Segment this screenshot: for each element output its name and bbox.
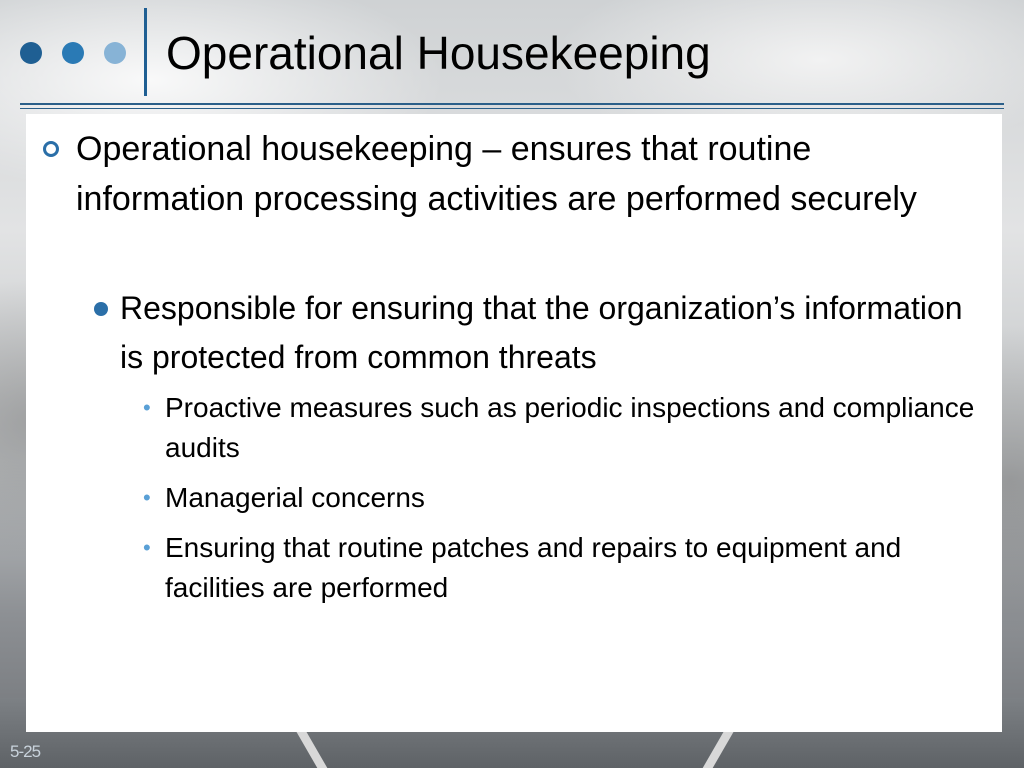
- slide-header: [0, 0, 1024, 106]
- bullet-level2: [120, 284, 980, 382]
- ring-bullet-icon: [43, 141, 59, 157]
- small-dot-bullet-icon: •: [143, 535, 151, 560]
- header-dot-light: [104, 42, 126, 64]
- small-dot-bullet-icon: •: [143, 395, 151, 420]
- bullet-level1-text: Operational housekeeping – ensures that routine information processing activities are performed securely: [76, 130, 917, 218]
- header-dot-dark: [20, 42, 42, 64]
- header-divider: [144, 8, 147, 96]
- bullet-level2-text: Responsible for ensuring that the organization’s information is protected from common threats: [120, 290, 963, 375]
- bullet-level3-text: Proactive measures such as periodic inspections and compliance audits: [165, 392, 975, 463]
- header-dot-mid: [62, 42, 84, 64]
- bullet-level3: [143, 478, 985, 518]
- dot-bullet-icon: [94, 302, 108, 316]
- bullet-level3: [143, 388, 985, 468]
- page-number: 5-25: [10, 742, 41, 761]
- bullet-level3: [143, 528, 985, 608]
- bullet-level3-text: Ensuring that routine patches and repairs to equipment and facilities are performed: [165, 532, 902, 603]
- content-panel: [26, 114, 1002, 732]
- header-rule-thin: [20, 108, 1004, 109]
- bullet-level1: [76, 124, 956, 224]
- small-dot-bullet-icon: •: [143, 485, 151, 510]
- header-rule-thick: [20, 103, 1004, 105]
- bullet-level3-text: Managerial concerns: [165, 482, 425, 513]
- slide-title: Operational Housekeeping: [166, 27, 711, 79]
